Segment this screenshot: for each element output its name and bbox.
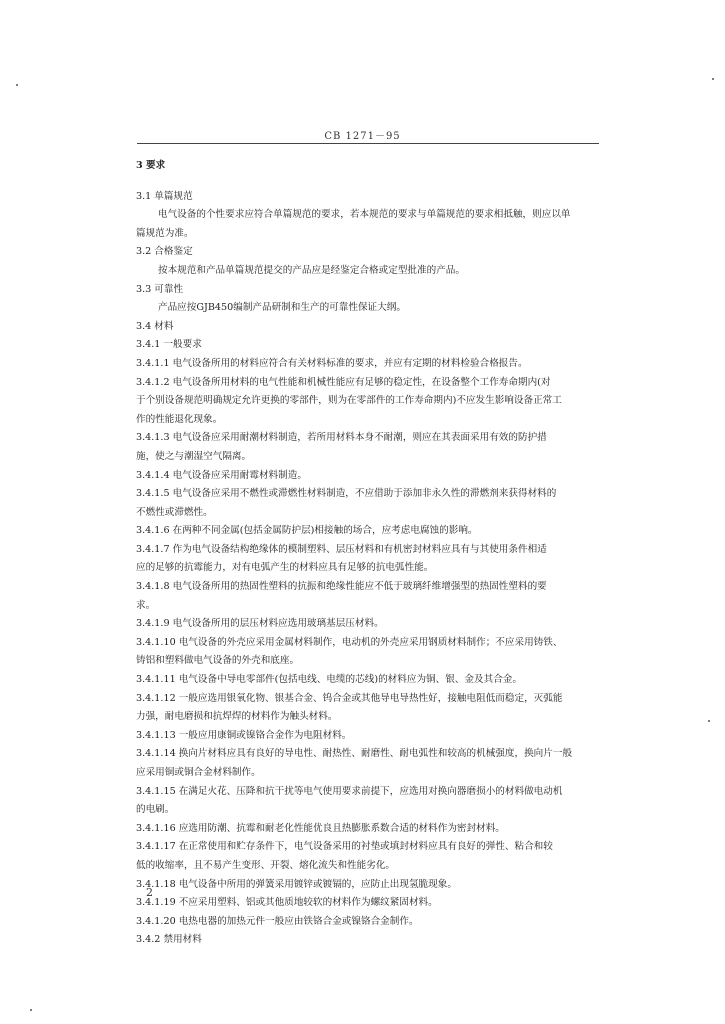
text-line: 铸铝和塑料做电气设备的外壳和底座。 xyxy=(136,655,300,667)
text-line: 3.4.1.9 电气设备所用的层压材料应选用玻璃基层压材料。 xyxy=(136,618,384,630)
text-line: 篇规范为准。 xyxy=(136,227,194,239)
text-line: 3.4.1.16 应选用防潮、抗霉和耐老化性能优良且热膨胀系数合适的材料作为密封材料。 xyxy=(136,822,505,834)
text-line: 3.4.1.1 电气设备所用的材料应符合有关材料标准的要求，并应有定期的材料检验合格报告。 xyxy=(136,357,528,369)
text-line: 应的足够的抗霉能力，对有电弧产生的材料应具有足够的抗电弧性能。 xyxy=(136,562,434,574)
text-line: 3.4.1.10 电气设备的外壳应采用金属材料制作，电动机的外壳应采用钢质材料制作；不应采用铸铁、 xyxy=(136,636,563,648)
text-line: 3.4.2 禁用材料 xyxy=(136,934,202,946)
text-line: 3.4.1.15 在满足火花、压降和抗干扰等电气使用要求前提下，应选用对换向器磨损小的材料做电动机 xyxy=(136,785,563,797)
scan-speck xyxy=(30,1009,32,1011)
text-line: 3.4 材料 xyxy=(136,320,174,332)
scan-speck xyxy=(712,78,714,80)
text-line: 低的收缩率，且不易产生变形、开裂、熔化流失和性能劣化。 xyxy=(136,859,396,871)
text-line: 3.4.1.19 不应采用塑料、铝或其他质地较软的材料作为螺纹紧固材料。 xyxy=(136,897,438,909)
text-line: 3.1 单篇规范 xyxy=(136,190,193,202)
text-line: 3.4.1.17 在正常使用和贮存条件下，电气设备采用的衬垫或填封材料应具有良好的弹性、粘合和较 xyxy=(136,841,553,853)
text-line: 3.2 合格鉴定 xyxy=(136,246,193,258)
text-line: 3.4.1.13 一般应用康铜或镍铬合金作为电阻材料。 xyxy=(136,729,352,741)
text-line: 求。 xyxy=(136,599,156,611)
text-line: 于个别设备规范明确规定允许更换的零部件，则为在零部件的工作寿命期内)不应发生影响设备正常工 xyxy=(136,395,562,407)
scan-speck xyxy=(16,84,18,86)
text-line: 3.4.1.7 作为电气设备结构绝缘体的模制塑料、层压材料和有机密封材料应具有与其使用条件相适 xyxy=(136,543,547,555)
text-line: 3.4.1.14 换向片材料应具有良好的导电性、耐热性、耐磨性、耐电弧性和较高的机械强度，换向片一般 xyxy=(136,748,573,760)
text-line: 3.4.1.5 电气设备应采用不燃性或滞燃性材料制造，不应借助于添加非永久性的滞燃剂来获得材料的 xyxy=(136,488,557,500)
text-line: 3.4.1.11 电气设备中导电零部件(包括电线、电缆的芯线)的材料应为铜、银、金及其合金。 xyxy=(136,674,522,686)
text-line: 的电刷。 xyxy=(136,804,175,816)
text-line: 3.4.1.20 电热电器的加热元件一般应由铁铬合金或镍铬合金制作。 xyxy=(136,915,419,927)
text-line: 按本规范和产品单篇规范提交的产品应是经鉴定合格或定型批准的产品。 xyxy=(158,264,465,276)
text-line: 3.4.1.6 在两种不同金属(包括金属防护层)相接触的场合，应考虑电腐蚀的影响。 xyxy=(136,525,478,537)
text-line: 应采用铜或铜合金材料制作。 xyxy=(136,767,261,778)
text-line: 不燃性或滞燃性。 xyxy=(136,506,213,518)
text-line: 3.4.1.18 电气设备中所用的弹簧采用镀锌或镀镉的，应防止出现氢脆现象。 xyxy=(136,878,457,890)
text-line: 3.4.1.8 电气设备所用的热固性塑料的抗振和绝缘性能应不低于玻璃纤维增强型的热固性塑料的要 xyxy=(136,581,547,593)
text-line: 作的性能退化现象。 xyxy=(136,413,223,425)
spacer xyxy=(136,176,602,188)
section-heading: 3 要求 xyxy=(136,160,166,171)
document-body xyxy=(136,157,602,950)
scan-speck xyxy=(708,720,710,722)
text-line: 施，使之与潮湿空气隔离。 xyxy=(136,450,252,462)
text-line: 3.4.1.3 电气设备应采用耐潮材料制造，若所用材料本身不耐潮，则应在其表面采用有效的防护措 xyxy=(136,432,547,444)
text-line: 3.4.1.12 一般应选用银氧化物、银基合金、钨合金或其他导电导热性好，接触电阻低而稳定，灭弧能 xyxy=(136,692,563,704)
header-rule xyxy=(137,143,599,144)
text-line: 电气设备的个性要求应符合单篇规范的要求，若本规范的要求与单篇规范的要求相抵触，则应以单 xyxy=(158,209,571,221)
text-line: 产品应按GJB450编制产品研制和生产的可靠性保证大纲。 xyxy=(158,302,406,314)
page-number: 2 xyxy=(146,886,153,899)
text-line: 3.3 可靠性 xyxy=(136,283,184,295)
text-line: 力强，耐电磨损和抗焊焊的材料作为触头材料。 xyxy=(136,711,338,723)
standard-code-header: CB 1271－95 xyxy=(324,131,401,142)
text-line: 3.4.1.2 电气设备所用材料的电气性能和机械性能应有足够的稳定性，在设备整个工作寿命期内(对 xyxy=(136,376,551,388)
text-line: 3.4.1 一般要求 xyxy=(136,339,202,351)
text-line: 3.4.1.4 电气设备应采用耐霉材料制造。 xyxy=(136,469,307,481)
